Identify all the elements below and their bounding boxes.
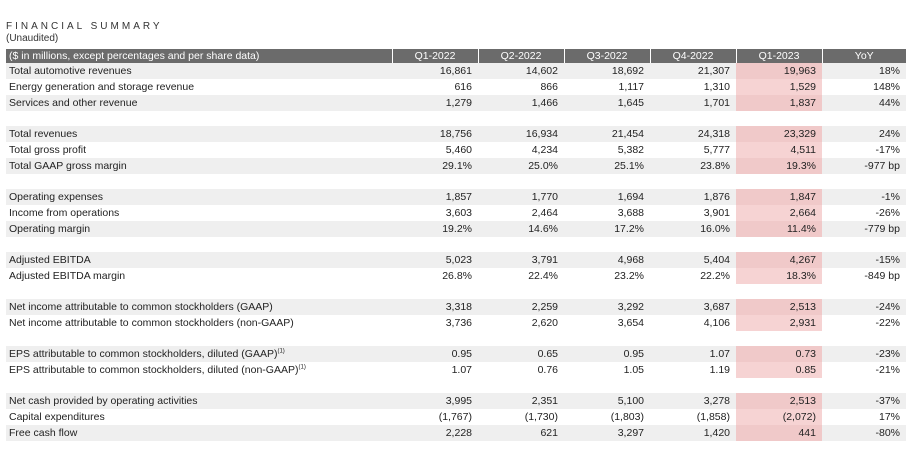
cell-q2-2022: 3,791 bbox=[478, 252, 564, 268]
cell-q2-2022: (1,730) bbox=[524, 411, 558, 423]
cell-q1-2023: 2,513 bbox=[736, 299, 822, 315]
report-subtitle: (Unaudited) bbox=[6, 33, 59, 44]
row-label bbox=[6, 95, 392, 111]
cell-yoy: -779 bp bbox=[822, 221, 906, 237]
cell-q1-2022: 19.2% bbox=[392, 221, 478, 237]
row-label bbox=[6, 252, 392, 268]
cell-q2-2022: 0.76 bbox=[537, 364, 558, 376]
row-label bbox=[6, 268, 392, 284]
cell-q1-2022: 3,736 bbox=[445, 317, 472, 329]
row-label bbox=[6, 425, 392, 441]
cell-q4-2022: 3,278 bbox=[650, 393, 736, 409]
table-row bbox=[6, 409, 906, 425]
footnote-marker: (1) bbox=[298, 364, 306, 371]
cell-q4-2022: 5,777 bbox=[703, 144, 730, 156]
row-label bbox=[6, 315, 392, 331]
cell-q4-2022: 21,307 bbox=[650, 63, 736, 79]
cell-yoy: -21% bbox=[875, 364, 900, 376]
cell-q4-2022: 1,310 bbox=[703, 81, 730, 93]
cell-q1-2023: 23,329 bbox=[736, 126, 822, 142]
row-label-text: Total gross profit bbox=[9, 144, 87, 156]
table-row bbox=[6, 362, 906, 378]
cell-q2-2022: 2,620 bbox=[531, 317, 558, 329]
cell-q2-2022: 2,464 bbox=[531, 207, 558, 219]
row-label bbox=[6, 299, 392, 315]
cell-q4-2022: 3,687 bbox=[650, 299, 736, 315]
cell-q2-2022: 25.0% bbox=[478, 158, 564, 174]
row-label-text: Net cash provided by operating activities bbox=[9, 395, 198, 407]
table-row bbox=[6, 142, 906, 158]
table-row bbox=[6, 189, 906, 205]
cell-q3-2022: 5,382 bbox=[617, 144, 644, 156]
cell-yoy: -1% bbox=[822, 189, 906, 205]
cell-yoy: -15% bbox=[822, 252, 906, 268]
row-label-text: Net income attributable to common stockholders (non-GAAP) bbox=[9, 317, 294, 329]
group-spacer bbox=[6, 378, 906, 393]
cell-yoy: 44% bbox=[822, 95, 906, 111]
table-body bbox=[6, 63, 906, 441]
table-header-row bbox=[6, 49, 906, 63]
group-spacer bbox=[6, 174, 906, 189]
cell-q3-2022: (1,803) bbox=[610, 411, 644, 423]
header-yoy: YoY bbox=[822, 49, 906, 63]
cell-q1-2022: 26.8% bbox=[442, 270, 472, 282]
cell-q1-2022: 18,756 bbox=[392, 126, 478, 142]
row-label-text: Operating margin bbox=[9, 223, 91, 235]
cell-q1-2023: 11.4% bbox=[736, 221, 822, 237]
footnote-marker: (1) bbox=[277, 348, 285, 355]
cell-q2-2022: 16,934 bbox=[478, 126, 564, 142]
row-label bbox=[6, 126, 392, 142]
cell-q3-2022: 0.95 bbox=[564, 346, 650, 362]
cell-q3-2022: 17.2% bbox=[564, 221, 650, 237]
cell-q1-2023: 1,529 bbox=[736, 79, 822, 95]
row-label-text: EPS attributable to common stockholders, diluted (non-GAAP) bbox=[9, 364, 299, 376]
row-label-text: Energy generation and storage revenue bbox=[9, 81, 195, 93]
cell-q1-2023: 2,513 bbox=[736, 393, 822, 409]
cell-q2-2022: 866 bbox=[540, 81, 558, 93]
cell-q1-2022: (1,767) bbox=[438, 411, 472, 423]
cell-q3-2022: 23.2% bbox=[614, 270, 644, 282]
cell-q4-2022: 22.2% bbox=[700, 270, 730, 282]
row-label bbox=[6, 409, 392, 425]
report-title: FINANCIAL SUMMARY bbox=[6, 21, 163, 32]
row-label bbox=[6, 189, 392, 205]
cell-q1-2023: 0.85 bbox=[736, 362, 822, 378]
financial-summary-table bbox=[6, 49, 906, 441]
row-label-text: Services and other revenue bbox=[9, 97, 138, 109]
cell-q1-2023: 441 bbox=[736, 425, 822, 441]
row-label bbox=[6, 63, 392, 79]
table-row bbox=[6, 346, 906, 362]
cell-q4-2022: 1.07 bbox=[650, 346, 736, 362]
table-row bbox=[6, 221, 906, 237]
header-label: ($ in millions, except percentages and per share data) bbox=[6, 49, 392, 63]
header-q1-2023: Q1-2023 bbox=[736, 49, 822, 63]
cell-yoy: -80% bbox=[822, 425, 906, 441]
cell-q2-2022: 1,770 bbox=[478, 189, 564, 205]
cell-q3-2022: 21,454 bbox=[564, 126, 650, 142]
cell-q2-2022: 2,351 bbox=[478, 393, 564, 409]
table-row bbox=[6, 393, 906, 409]
cell-q1-2022: 1.07 bbox=[451, 364, 472, 376]
cell-q3-2022: 18,692 bbox=[564, 63, 650, 79]
cell-q3-2022: 4,968 bbox=[564, 252, 650, 268]
cell-q1-2022: 3,995 bbox=[392, 393, 478, 409]
cell-q4-2022: (1,858) bbox=[696, 411, 730, 423]
cell-q1-2022: 2,228 bbox=[392, 425, 478, 441]
header-q2-2022: Q2-2022 bbox=[478, 49, 564, 63]
cell-yoy: 148% bbox=[873, 81, 900, 93]
cell-q1-2022: 3,318 bbox=[392, 299, 478, 315]
cell-q3-2022: 1.05 bbox=[623, 364, 644, 376]
table-row bbox=[6, 425, 906, 441]
row-label-text: Operating expenses bbox=[9, 191, 103, 203]
cell-q3-2022: 25.1% bbox=[564, 158, 650, 174]
cell-yoy: 18% bbox=[822, 63, 906, 79]
row-label-text: Income from operations bbox=[9, 207, 120, 219]
cell-q4-2022: 1.19 bbox=[709, 364, 730, 376]
cell-q1-2023: (2,072) bbox=[736, 409, 822, 425]
row-label bbox=[6, 142, 392, 158]
cell-q4-2022: 1,701 bbox=[650, 95, 736, 111]
row-label bbox=[6, 346, 392, 362]
cell-q1-2022: 0.95 bbox=[392, 346, 478, 362]
cell-q3-2022: 5,100 bbox=[564, 393, 650, 409]
cell-q1-2023: 2,931 bbox=[736, 315, 822, 331]
cell-q1-2022: 616 bbox=[454, 81, 472, 93]
cell-q3-2022: 1,117 bbox=[618, 81, 644, 93]
cell-q1-2023: 19,963 bbox=[736, 63, 822, 79]
cell-q4-2022: 1,876 bbox=[650, 189, 736, 205]
row-label bbox=[6, 205, 392, 221]
cell-q4-2022: 4,106 bbox=[703, 317, 730, 329]
cell-q1-2023: 1,837 bbox=[736, 95, 822, 111]
cell-q4-2022: 5,404 bbox=[650, 252, 736, 268]
cell-yoy: -23% bbox=[822, 346, 906, 362]
header-q4-2022: Q4-2022 bbox=[650, 49, 736, 63]
table-row bbox=[6, 63, 906, 79]
table-row bbox=[6, 79, 906, 95]
cell-q4-2022: 23.8% bbox=[650, 158, 736, 174]
cell-yoy: -17% bbox=[875, 144, 900, 156]
row-label-text: Total automotive revenues bbox=[9, 65, 132, 77]
header-q3-2022: Q3-2022 bbox=[564, 49, 650, 63]
cell-q2-2022: 14,602 bbox=[478, 63, 564, 79]
cell-q1-2023: 2,664 bbox=[736, 205, 822, 221]
row-label-text: Capital expenditures bbox=[9, 411, 105, 423]
cell-q2-2022: 0.65 bbox=[478, 346, 564, 362]
row-label-text: Adjusted EBITDA margin bbox=[9, 270, 126, 282]
cell-q1-2022: 5,460 bbox=[445, 144, 472, 156]
cell-q1-2023: 0.73 bbox=[736, 346, 822, 362]
cell-q1-2022: 16,861 bbox=[392, 63, 478, 79]
cell-q2-2022: 14.6% bbox=[478, 221, 564, 237]
cell-q1-2022: 5,023 bbox=[392, 252, 478, 268]
cell-q1-2022: 1,279 bbox=[392, 95, 478, 111]
cell-q1-2022: 3,603 bbox=[445, 207, 472, 219]
cell-q4-2022: 24,318 bbox=[650, 126, 736, 142]
cell-q1-2022: 29.1% bbox=[392, 158, 478, 174]
row-label bbox=[6, 362, 392, 378]
row-label-text: Total GAAP gross margin bbox=[9, 160, 127, 172]
cell-q3-2022: 3,292 bbox=[564, 299, 650, 315]
cell-q4-2022: 16.0% bbox=[650, 221, 736, 237]
cell-yoy: -24% bbox=[822, 299, 906, 315]
cell-q2-2022: 2,259 bbox=[478, 299, 564, 315]
cell-q1-2022: 1,857 bbox=[392, 189, 478, 205]
group-spacer bbox=[6, 237, 906, 252]
row-label-text: Net income attributable to common stockholders (GAAP) bbox=[9, 301, 273, 313]
row-label-text: Adjusted EBITDA bbox=[9, 254, 91, 266]
cell-q3-2022: 1,645 bbox=[564, 95, 650, 111]
group-spacer bbox=[6, 284, 906, 299]
row-label bbox=[6, 158, 392, 174]
cell-q4-2022: 3,901 bbox=[703, 207, 730, 219]
cell-yoy: -26% bbox=[875, 207, 900, 219]
cell-q3-2022: 3,654 bbox=[617, 317, 644, 329]
cell-q2-2022: 1,466 bbox=[478, 95, 564, 111]
cell-q1-2023: 18.3% bbox=[736, 268, 822, 284]
cell-yoy: -22% bbox=[875, 317, 900, 329]
table-row bbox=[6, 95, 906, 111]
table-row bbox=[6, 252, 906, 268]
cell-q3-2022: 1,694 bbox=[564, 189, 650, 205]
cell-q4-2022: 1,420 bbox=[650, 425, 736, 441]
table-row bbox=[6, 268, 906, 284]
cell-q2-2022: 4,234 bbox=[531, 144, 558, 156]
cell-q1-2023: 4,267 bbox=[736, 252, 822, 268]
cell-q2-2022: 22.4% bbox=[528, 270, 558, 282]
table-row bbox=[6, 299, 906, 315]
cell-q1-2023: 4,511 bbox=[736, 142, 822, 158]
cell-q1-2023: 19.3% bbox=[736, 158, 822, 174]
table-row bbox=[6, 315, 906, 331]
row-label bbox=[6, 79, 392, 95]
row-label-text: EPS attributable to common stockholders, diluted (GAAP) bbox=[9, 348, 278, 360]
group-spacer bbox=[6, 111, 906, 126]
row-label bbox=[6, 221, 392, 237]
cell-q3-2022: 3,688 bbox=[617, 207, 644, 219]
row-label-text: Free cash flow bbox=[9, 427, 78, 439]
table-row bbox=[6, 158, 906, 174]
cell-yoy: -977 bp bbox=[822, 158, 906, 174]
table-row bbox=[6, 126, 906, 142]
cell-q2-2022: 621 bbox=[478, 425, 564, 441]
cell-q1-2023: 1,847 bbox=[736, 189, 822, 205]
cell-q3-2022: 3,297 bbox=[564, 425, 650, 441]
group-spacer bbox=[6, 331, 906, 346]
table-row bbox=[6, 205, 906, 221]
row-label-text: Total revenues bbox=[9, 128, 78, 140]
cell-yoy: -37% bbox=[822, 393, 906, 409]
header-q1-2022: Q1-2022 bbox=[392, 49, 478, 63]
cell-yoy: -849 bp bbox=[864, 270, 900, 282]
row-label bbox=[6, 393, 392, 409]
cell-yoy: 17% bbox=[878, 411, 900, 423]
cell-yoy: 24% bbox=[822, 126, 906, 142]
